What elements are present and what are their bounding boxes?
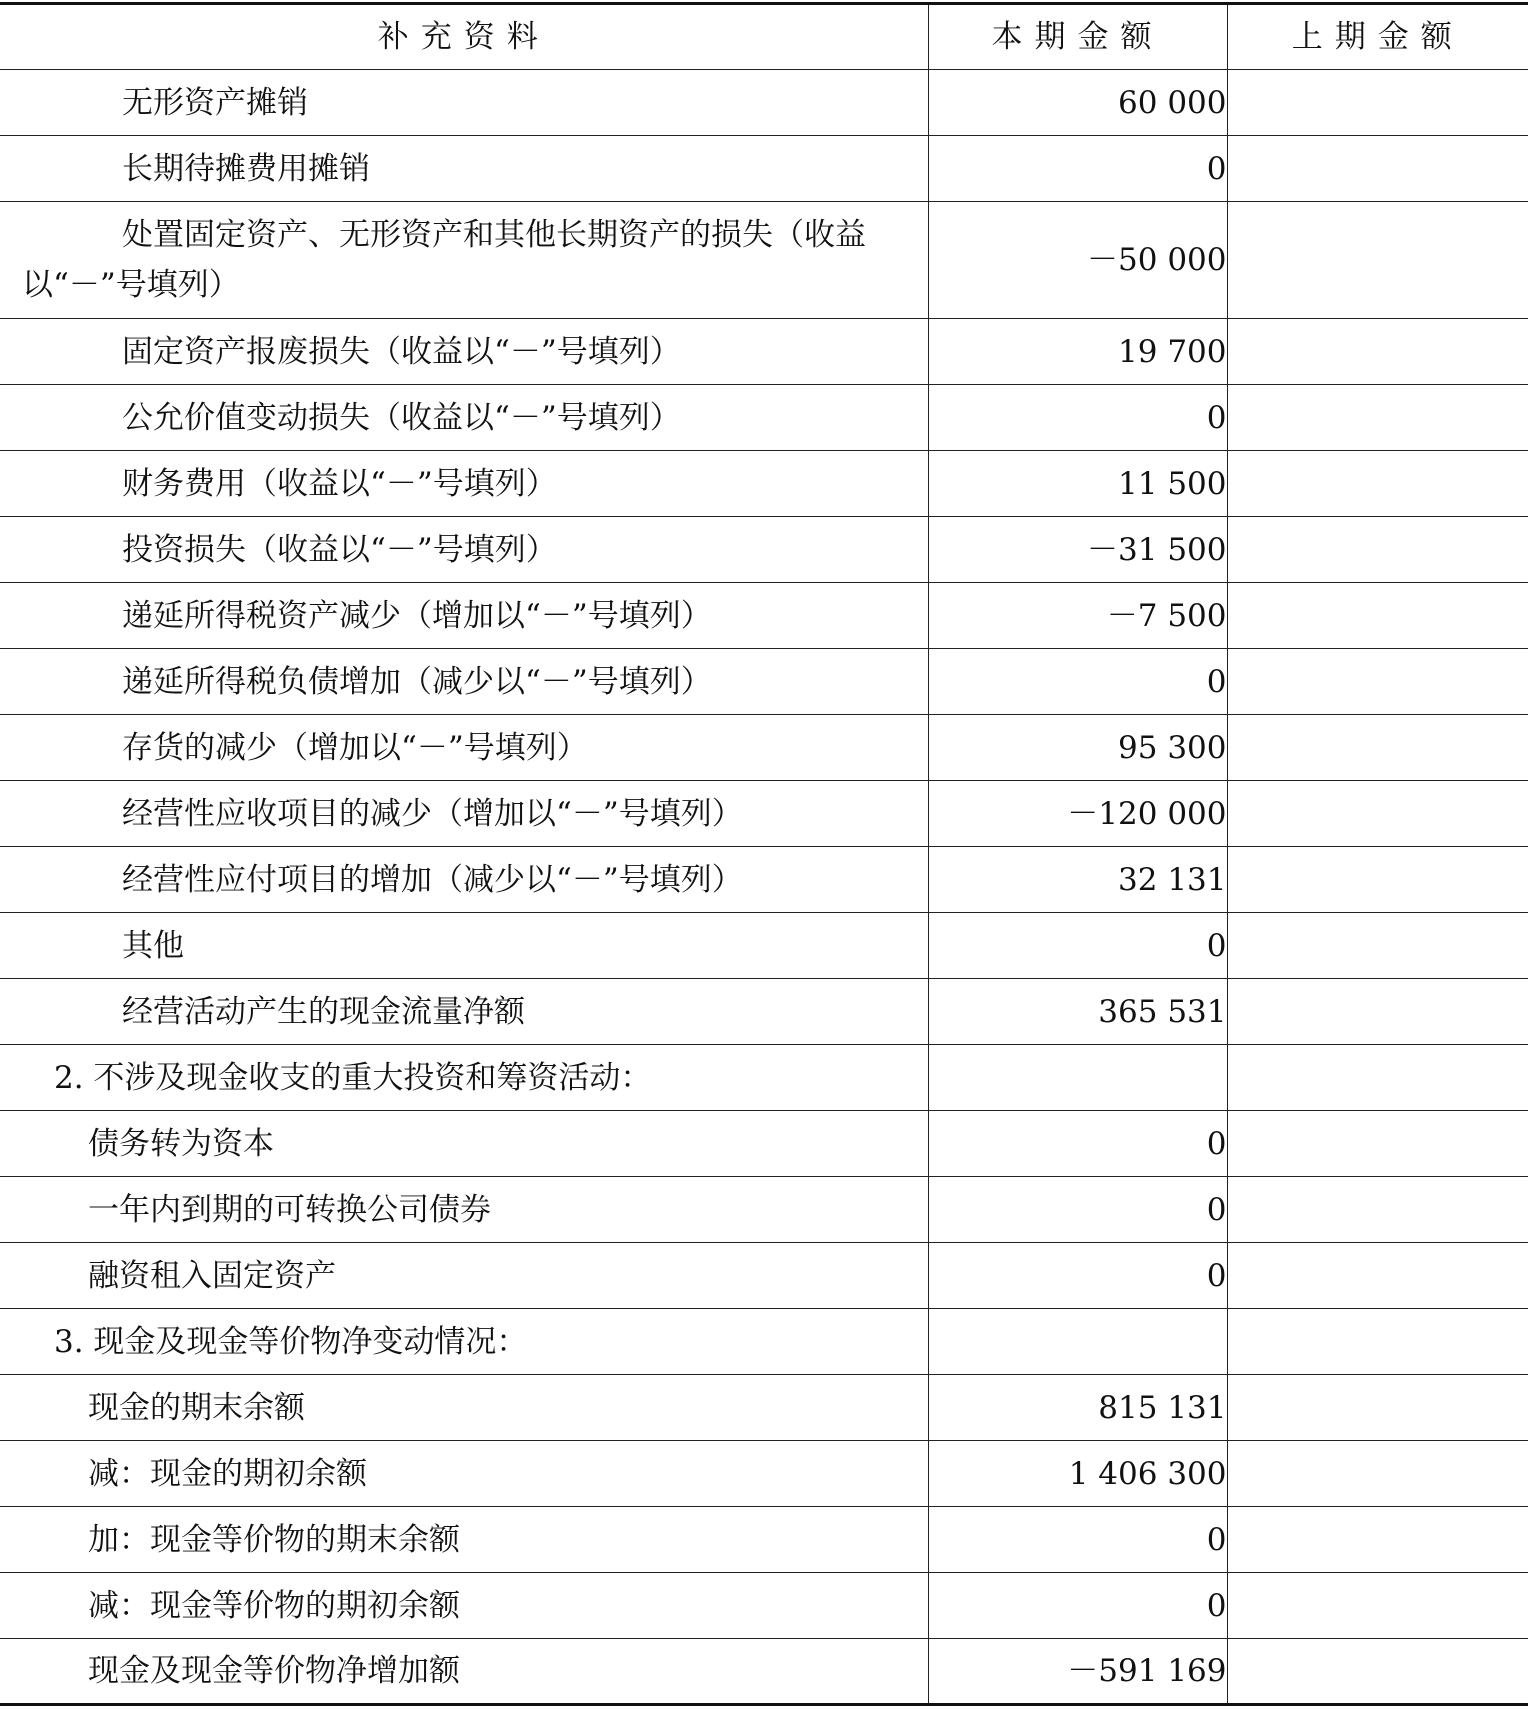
row-current-amount: 0 <box>928 913 1227 979</box>
row-current-amount: 0 <box>928 649 1227 715</box>
row-current-amount: 0 <box>928 1507 1227 1573</box>
row-label: 递延所得税资产减少（增加以“－”号填列） <box>0 583 928 649</box>
row-previous-amount <box>1227 1441 1528 1507</box>
row-current-amount: －120 000 <box>928 781 1227 847</box>
row-label: 融资租入固定资产 <box>0 1243 928 1309</box>
table-row <box>0 1441 1528 1507</box>
row-previous-amount <box>1227 1507 1528 1573</box>
row-label: 存货的减少（增加以“－”号填列） <box>0 715 928 781</box>
row-previous-amount <box>1227 979 1528 1045</box>
row-current-amount: －591 169 <box>928 1639 1227 1705</box>
row-current-amount <box>928 1309 1227 1375</box>
row-previous-amount <box>1227 517 1528 583</box>
table-row <box>0 70 1528 136</box>
row-label: 减：现金等价物的期初余额 <box>0 1573 928 1639</box>
row-label: 公允价值变动损失（收益以“－”号填列） <box>0 385 928 451</box>
row-current-amount: 0 <box>928 1177 1227 1243</box>
table-row <box>0 517 1528 583</box>
table-row <box>0 1111 1528 1177</box>
row-previous-amount <box>1227 781 1528 847</box>
table-row <box>0 385 1528 451</box>
header-current-amount: 本期金额 <box>928 4 1227 70</box>
section-label: 3. 现金及现金等价物净变动情况： <box>0 1309 928 1375</box>
row-previous-amount <box>1227 1243 1528 1309</box>
table-row <box>0 451 1528 517</box>
row-current-amount: 0 <box>928 385 1227 451</box>
row-previous-amount <box>1227 1309 1528 1375</box>
row-label: 财务费用（收益以“－”号填列） <box>0 451 928 517</box>
table-section-row <box>0 1045 1528 1111</box>
row-previous-amount <box>1227 319 1528 385</box>
row-current-amount: 32 131 <box>928 847 1227 913</box>
row-current-amount: 19 700 <box>928 319 1227 385</box>
table-row <box>0 319 1528 385</box>
table-row <box>0 1639 1528 1705</box>
row-current-amount: 95 300 <box>928 715 1227 781</box>
table-row <box>0 1573 1528 1639</box>
row-previous-amount <box>1227 1639 1528 1705</box>
row-label: 减：现金的期初余额 <box>0 1441 928 1507</box>
row-label: 债务转为资本 <box>0 1111 928 1177</box>
row-previous-amount <box>1227 583 1528 649</box>
table-row <box>0 1507 1528 1573</box>
row-previous-amount <box>1227 202 1528 319</box>
row-label: 经营性应付项目的增加（减少以“－”号填列） <box>0 847 928 913</box>
table-row <box>0 1177 1528 1243</box>
row-label: 固定资产报废损失（收益以“－”号填列） <box>0 319 928 385</box>
row-label: 现金及现金等价物净增加额 <box>0 1639 928 1705</box>
table-header-row <box>0 4 1528 70</box>
row-label: 加：现金等价物的期末余额 <box>0 1507 928 1573</box>
row-current-amount: 815 131 <box>928 1375 1227 1441</box>
row-label: 其他 <box>0 913 928 979</box>
row-current-amount: －31 500 <box>928 517 1227 583</box>
table-row <box>0 847 1528 913</box>
row-previous-amount <box>1227 649 1528 715</box>
header-item: 补充资料 <box>0 4 928 70</box>
row-label: 递延所得税负债增加（减少以“－”号填列） <box>0 649 928 715</box>
row-previous-amount <box>1227 1045 1528 1111</box>
table-section-row <box>0 1309 1528 1375</box>
row-current-amount: 1 406 300 <box>928 1441 1227 1507</box>
row-previous-amount <box>1227 1177 1528 1243</box>
table-row <box>0 913 1528 979</box>
row-current-amount: 0 <box>928 1111 1227 1177</box>
row-label: 经营性应收项目的减少（增加以“－”号填列） <box>0 781 928 847</box>
row-label: 经营活动产生的现金流量净额 <box>0 979 928 1045</box>
row-label: 无形资产摊销 <box>0 70 928 136</box>
table-row <box>0 715 1528 781</box>
cash-flow-supplementary-table <box>0 2 1528 1706</box>
row-previous-amount <box>1227 847 1528 913</box>
row-label: 现金的期末余额 <box>0 1375 928 1441</box>
table-row <box>0 649 1528 715</box>
row-current-amount: 60 000 <box>928 70 1227 136</box>
row-previous-amount <box>1227 136 1528 202</box>
row-previous-amount <box>1227 1111 1528 1177</box>
row-label: 一年内到期的可转换公司债券 <box>0 1177 928 1243</box>
table-row <box>0 979 1528 1045</box>
table-row <box>0 136 1528 202</box>
row-current-amount: 0 <box>928 1573 1227 1639</box>
table-row <box>0 1243 1528 1309</box>
table-row <box>0 583 1528 649</box>
header-previous-amount: 上期金额 <box>1227 4 1528 70</box>
row-current-amount: －7 500 <box>928 583 1227 649</box>
row-previous-amount <box>1227 913 1528 979</box>
row-previous-amount <box>1227 385 1528 451</box>
row-label: 处置固定资产、无形资产和其他长期资产的损失（收益以“－”号填列） <box>0 202 928 319</box>
row-current-amount <box>928 1045 1227 1111</box>
table-row <box>0 1375 1528 1441</box>
row-current-amount: －50 000 <box>928 202 1227 319</box>
row-previous-amount <box>1227 1375 1528 1441</box>
row-previous-amount <box>1227 70 1528 136</box>
row-previous-amount <box>1227 451 1528 517</box>
row-previous-amount <box>1227 1573 1528 1639</box>
table-row <box>0 781 1528 847</box>
table-row <box>0 202 1528 319</box>
section-label: 2. 不涉及现金收支的重大投资和筹资活动： <box>0 1045 928 1111</box>
row-current-amount: 365 531 <box>928 979 1227 1045</box>
row-previous-amount <box>1227 715 1528 781</box>
row-current-amount: 0 <box>928 136 1227 202</box>
row-current-amount: 0 <box>928 1243 1227 1309</box>
row-label: 投资损失（收益以“－”号填列） <box>0 517 928 583</box>
row-label: 长期待摊费用摊销 <box>0 136 928 202</box>
row-current-amount: 11 500 <box>928 451 1227 517</box>
